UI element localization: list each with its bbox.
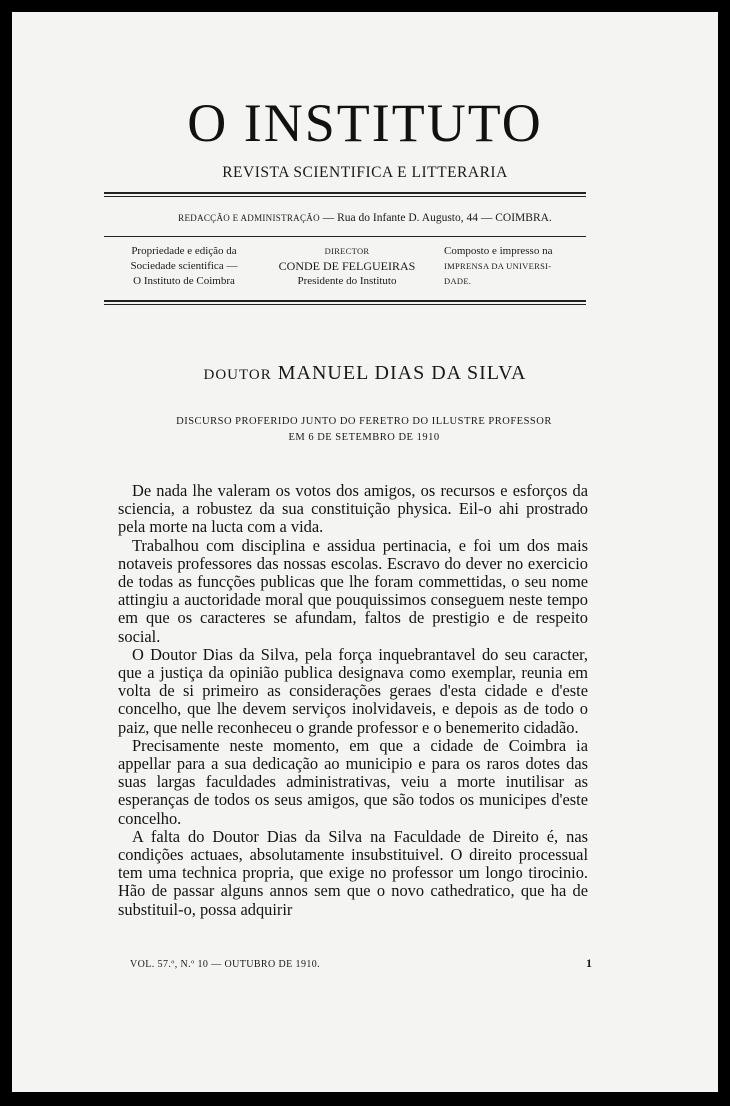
colophon-right-line: Composto e impresso na: [444, 245, 553, 257]
document-page: [12, 12, 718, 1092]
journal-title: O INSTITUTO: [187, 93, 543, 153]
header-rule-bottom: [104, 300, 586, 302]
colophon-director-label: DIRECTOR: [324, 246, 370, 256]
colophon-left-line: Propriedade e edição da: [131, 245, 237, 257]
page-footer: [130, 956, 592, 971]
paragraph: O Doutor Dias da Silva, pela força inquebrantavel do seu caracter, que a justiça da opinião publica designava como exemplar, reunia em volta de si primeiro as considerações geraes d'esta cidade e d'este concelho, que lhe devem serviços inolvidaveis, e depois as de todo o paiz, que nelle reconheceu o grande professor e o benemerito cidadão.: [118, 644, 588, 737]
article-title-prefix: DOUTOR: [203, 367, 272, 383]
colophon-director-name: CONDE DE FELGUEIRAS: [278, 259, 416, 273]
article-subtitle-line: DISCURSO PROFERIDO JUNTO DO FERETRO DO ILLUSTRE PROFESSOR: [176, 416, 552, 427]
colophon-publisher: [104, 244, 264, 289]
redaccao-address: — Rua do Infante D. Augusto, 44 — COIMBRA.: [322, 212, 552, 224]
colophon-left-line: Sociedade scientifica —: [130, 260, 238, 272]
colophon-director-role: Presidente do Instituto: [297, 275, 397, 287]
header-rule-top: [104, 192, 586, 194]
article-subtitle: [124, 414, 604, 446]
redaccao-line: [12, 212, 718, 224]
article-title-name: MANUEL DIAS DA SILVA: [277, 362, 527, 384]
article-body: [118, 482, 588, 919]
redaccao-rule: [104, 236, 586, 237]
colophon-director: [262, 244, 432, 289]
volume-info: VOL. 57.º, N.º 10 — OUTUBRO DE 1910.: [130, 959, 321, 970]
header-rule-bottom-thin: [104, 304, 586, 305]
redaccao-label: REDACÇÃO E ADMINISTRAÇÃO: [178, 213, 320, 223]
colophon-printer: [444, 244, 594, 289]
colophon-left-line: O Instituto de Coimbra: [133, 275, 235, 287]
paragraph: Trabalhou com disciplina e assidua pertinacia, e foi um dos mais notaveis professores das nossas escolas. Escravo do dever no exercicio de todas as funcções publicas que lhe foram commettidas, o seu nome attingiu a auctoridade moral que pouquissimos conseguem neste tempo em que os caracteres se afundam, faltos de prestigio e de respeito social.: [118, 535, 588, 646]
paragraph: De nada lhe valeram os votos dos amigos, os recursos e esforços da sciencia, a robustez da sua constituição physica. Eil-o ahi prostrado pela morte na lucta com a vida.: [118, 481, 588, 537]
colophon-right-line: IMPRENSA DA UNIVERSI-: [444, 261, 552, 271]
colophon-right-line: DADE.: [444, 276, 472, 286]
article-subtitle-line: EM 6 DE SETEMBRO DE 1910: [288, 432, 440, 443]
article-title: [12, 362, 718, 385]
page-number: 1: [586, 956, 592, 970]
paragraph: Precisamente neste momento, em que a cidade de Coimbra ia appellar para a sua dedicação ao municipio e para os raros dotes das suas largas faculdades administrativas, veiu a morte inutilisar as esperanças de todos os seus amigos, que são todos os municipes d'este concelho.: [118, 735, 588, 828]
header-rule-top-thin: [104, 196, 586, 197]
journal-subtitle: REVISTA SCIENTIFICA E LITTERARIA: [222, 164, 508, 181]
paragraph: A falta do Doutor Dias da Silva na Faculdade de Direito é, nas condições actuaes, absolutamente insubstituivel. O direito processual tem uma technica propria, que exige no professor um longo tirocinio. Hão de passar alguns annos sem que o novo cathedratico, que ha de substituil-o, possa adquirir: [118, 826, 588, 919]
